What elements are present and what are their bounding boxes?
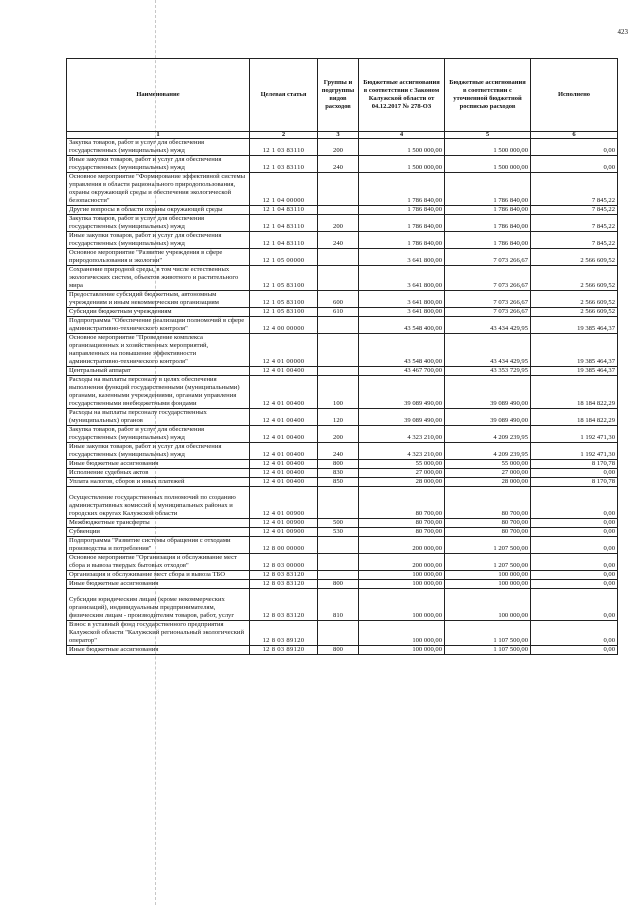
- row-name: Осуществление государственных полномочий по созданию административных комиссий в муниципальных районах и городских округах Калужской области: [67, 487, 250, 519]
- row-executed: 0,00: [531, 528, 618, 537]
- row-law-allocation: 100 000,00: [359, 580, 445, 589]
- row-executed: 7 845,22: [531, 232, 618, 249]
- table-row: [67, 334, 618, 367]
- row-expense-group: [318, 571, 359, 580]
- row-expense-group: 800: [318, 580, 359, 589]
- row-law-allocation: 39 089 490,00: [359, 376, 445, 409]
- row-name: Другие вопросы в области охраны окружающей среды: [67, 206, 250, 215]
- row-name: Субсидии юридическим лицам (кроме некоммерческих организаций), индивидуальным предпринимателям, физическим лицам - производителям товаров, работ, услуг: [67, 589, 250, 621]
- row-executed: 19 385 464,37: [531, 317, 618, 334]
- column-number: 1: [67, 132, 250, 139]
- table-row: [67, 519, 618, 528]
- row-executed: 0,00: [531, 589, 618, 621]
- row-executed: 19 385 464,37: [531, 367, 618, 376]
- table-row: [67, 621, 618, 646]
- header-target-article: Целевая статья: [250, 59, 318, 132]
- row-expense-group: [318, 367, 359, 376]
- row-name: Взнос в уставный фонд государственного предприятия Калужской области "Калужский региональный экологический оператор": [67, 621, 250, 646]
- row-target-article: 12 8 03 89120: [250, 646, 318, 655]
- row-target-article: 12 1 04 83110: [250, 232, 318, 249]
- row-target-article: 12 4 01 00400: [250, 469, 318, 478]
- row-law-allocation: 55 000,00: [359, 460, 445, 469]
- row-target-article: 12 8 03 83120: [250, 589, 318, 621]
- table-row: [67, 249, 618, 266]
- row-name: Иные бюджетные ассигнования: [67, 580, 250, 589]
- row-target-article: 12 4 00 00000: [250, 317, 318, 334]
- table-row: [67, 317, 618, 334]
- row-expense-group: [318, 621, 359, 646]
- row-target-article: 12 1 04 00000: [250, 173, 318, 206]
- row-name: Исполнение судебных актов: [67, 469, 250, 478]
- table-row: [67, 537, 618, 554]
- row-executed: 0,00: [531, 139, 618, 156]
- table-row: [67, 528, 618, 537]
- row-refined-allocation: 80 700,00: [445, 519, 531, 528]
- row-executed: 7 845,22: [531, 173, 618, 206]
- row-executed: 0,00: [531, 554, 618, 571]
- row-target-article: 12 1 04 83110: [250, 215, 318, 232]
- table-row: [67, 589, 618, 621]
- row-expense-group: [318, 249, 359, 266]
- row-name: Основное мероприятие "Развитие учреждения в сфере природопользования и экологии": [67, 249, 250, 266]
- row-refined-allocation: 100 000,00: [445, 571, 531, 580]
- table-row: [67, 308, 618, 317]
- table-row: [67, 460, 618, 469]
- row-name: Закупка товаров, работ и услуг для обеспечения государственных (муниципальных) нужд: [67, 139, 250, 156]
- row-target-article: 12 1 05 83100: [250, 308, 318, 317]
- row-name: Сохранение природной среды, в том числе естественных экологических систем, объектов животного и растительного мира: [67, 266, 250, 291]
- row-executed: 2 566 609,52: [531, 266, 618, 291]
- row-refined-allocation: 39 089 490,00: [445, 409, 531, 426]
- page-number: 423: [617, 28, 628, 36]
- row-refined-allocation: 100 000,00: [445, 589, 531, 621]
- row-refined-allocation: 1 107 500,00: [445, 621, 531, 646]
- row-expense-group: 500: [318, 519, 359, 528]
- row-name: Основное мероприятие "Формирование эффективной системы управления в области рационального природопользования, охраны окружающей среды и обеспечения экологической безопасности": [67, 173, 250, 206]
- table-row: [67, 173, 618, 206]
- table-row: [67, 469, 618, 478]
- table-row: [67, 478, 618, 487]
- row-refined-allocation: 55 000,00: [445, 460, 531, 469]
- row-executed: 2 566 609,52: [531, 291, 618, 308]
- row-executed: 18 184 822,29: [531, 409, 618, 426]
- row-refined-allocation: 1 786 840,00: [445, 173, 531, 206]
- row-name: Иные бюджетные ассигнования: [67, 460, 250, 469]
- table-row: [67, 580, 618, 589]
- table-row: [67, 443, 618, 460]
- row-law-allocation: 1 786 840,00: [359, 173, 445, 206]
- row-refined-allocation: 1 500 000,00: [445, 156, 531, 173]
- row-refined-allocation: 1 786 840,00: [445, 215, 531, 232]
- row-name: Субвенции: [67, 528, 250, 537]
- row-refined-allocation: 43 434 429,95: [445, 334, 531, 367]
- row-law-allocation: 100 000,00: [359, 571, 445, 580]
- row-name: Подпрограмма "Обеспечение реализации полномочий в сфере административно-технического контроля": [67, 317, 250, 334]
- row-expense-group: 200: [318, 215, 359, 232]
- row-law-allocation: 1 786 840,00: [359, 232, 445, 249]
- row-target-article: 12 4 01 00400: [250, 409, 318, 426]
- header-name: Наименование: [67, 59, 250, 132]
- row-executed: 8 170,78: [531, 478, 618, 487]
- table-row: [67, 215, 618, 232]
- row-executed: 0,00: [531, 646, 618, 655]
- row-law-allocation: 3 641 800,00: [359, 266, 445, 291]
- row-name: Основное мероприятие "Организация и обслуживание мест сбора и вывоза твердых бытовых отходов": [67, 554, 250, 571]
- row-law-allocation: 200 000,00: [359, 554, 445, 571]
- row-law-allocation: 100 000,00: [359, 589, 445, 621]
- row-expense-group: 200: [318, 426, 359, 443]
- column-number-row: [67, 132, 618, 139]
- row-expense-group: 810: [318, 589, 359, 621]
- row-target-article: 12 1 04 83110: [250, 206, 318, 215]
- row-law-allocation: 4 323 210,00: [359, 426, 445, 443]
- row-target-article: 12 1 03 83110: [250, 139, 318, 156]
- row-target-article: 12 4 01 00400: [250, 376, 318, 409]
- row-expense-group: 200: [318, 139, 359, 156]
- row-executed: 0,00: [531, 571, 618, 580]
- row-target-article: 12 8 03 83120: [250, 580, 318, 589]
- row-executed: 19 385 464,37: [531, 334, 618, 367]
- row-name: Закупка товаров, работ и услуг для обеспечения государственных (муниципальных) нужд: [67, 215, 250, 232]
- header-refined-allocation: Бюджетные ассигнования в соответствии с уточненной бюджетной росписью расходов: [445, 59, 531, 132]
- row-refined-allocation: 7 073 266,67: [445, 249, 531, 266]
- row-law-allocation: 200 000,00: [359, 537, 445, 554]
- row-expense-group: 800: [318, 460, 359, 469]
- row-expense-group: 240: [318, 156, 359, 173]
- row-refined-allocation: 7 073 266,67: [445, 266, 531, 291]
- row-law-allocation: 3 641 800,00: [359, 308, 445, 317]
- row-expense-group: 830: [318, 469, 359, 478]
- row-law-allocation: 27 000,00: [359, 469, 445, 478]
- row-name: Иные закупки товаров, работ и услуг для обеспечения государственных (муниципальных) нужд: [67, 443, 250, 460]
- row-name: Уплата налогов, сборов и иных платежей: [67, 478, 250, 487]
- row-refined-allocation: 27 000,00: [445, 469, 531, 478]
- row-executed: 7 845,22: [531, 215, 618, 232]
- row-refined-allocation: 43 353 729,95: [445, 367, 531, 376]
- row-executed: 0,00: [531, 487, 618, 519]
- row-name: Расходы на выплаты персоналу в целях обеспечения выполнения функций государственными (муниципальными) органами, казенными учреждениями, органами управления государственными внебюджетными фондами: [67, 376, 250, 409]
- row-law-allocation: 1 786 840,00: [359, 215, 445, 232]
- table-row: [67, 156, 618, 173]
- row-refined-allocation: 7 073 266,67: [445, 291, 531, 308]
- table-row: [67, 409, 618, 426]
- row-refined-allocation: 80 700,00: [445, 487, 531, 519]
- row-name: Основное мероприятие "Проведение комплекса организационных и хозяйственных мероприятий, направленных на повышение эффективности административно-технического контроля": [67, 334, 250, 367]
- table-row: [67, 571, 618, 580]
- row-target-article: 12 8 03 89120: [250, 621, 318, 646]
- row-law-allocation: 43 548 400,00: [359, 334, 445, 367]
- row-refined-allocation: 1 107 500,00: [445, 646, 531, 655]
- row-expense-group: 240: [318, 232, 359, 249]
- row-target-article: 12 4 01 00400: [250, 443, 318, 460]
- row-executed: 0,00: [531, 519, 618, 528]
- row-target-article: 12 4 01 00900: [250, 528, 318, 537]
- row-law-allocation: 1 500 000,00: [359, 156, 445, 173]
- row-refined-allocation: 1 207 500,00: [445, 554, 531, 571]
- row-target-article: 12 4 01 00400: [250, 426, 318, 443]
- row-law-allocation: 3 641 800,00: [359, 249, 445, 266]
- row-refined-allocation: 1 786 840,00: [445, 232, 531, 249]
- row-name: Подпрограмма "Развитие системы обращения с отходами производства и потребления": [67, 537, 250, 554]
- row-refined-allocation: 1 500 000,00: [445, 139, 531, 156]
- row-expense-group: 610: [318, 308, 359, 317]
- row-refined-allocation: 4 209 239,95: [445, 426, 531, 443]
- row-expense-group: [318, 206, 359, 215]
- row-name: Центральный аппарат: [67, 367, 250, 376]
- row-expense-group: [318, 266, 359, 291]
- row-expense-group: [318, 334, 359, 367]
- row-expense-group: 120: [318, 409, 359, 426]
- header-expense-group: Группы и подгруппы видов расходов: [318, 59, 359, 132]
- row-law-allocation: 43 467 700,00: [359, 367, 445, 376]
- row-target-article: 12 1 03 83110: [250, 156, 318, 173]
- row-executed: 8 170,78: [531, 460, 618, 469]
- row-name: Межбюджетные трансферты: [67, 519, 250, 528]
- row-name: Иные бюджетные ассигнования: [67, 646, 250, 655]
- row-refined-allocation: 80 700,00: [445, 528, 531, 537]
- table-header-row: [67, 59, 618, 132]
- column-number: 3: [318, 132, 359, 139]
- table-row: [67, 206, 618, 215]
- row-executed: 2 566 609,52: [531, 308, 618, 317]
- row-name: Иные закупки товаров, работ и услуг для обеспечения государственных (муниципальных) нужд: [67, 232, 250, 249]
- header-executed: Исполнено: [531, 59, 618, 132]
- row-executed: 0,00: [531, 580, 618, 589]
- row-expense-group: [318, 487, 359, 519]
- row-executed: 0,00: [531, 469, 618, 478]
- table-row: [67, 487, 618, 519]
- row-executed: 1 192 471,30: [531, 426, 618, 443]
- row-target-article: 12 8 00 00000: [250, 537, 318, 554]
- row-target-article: 12 4 01 00400: [250, 367, 318, 376]
- column-number: 5: [445, 132, 531, 139]
- row-executed: 7 845,22: [531, 206, 618, 215]
- row-target-article: 12 4 01 00900: [250, 487, 318, 519]
- table-row: [67, 554, 618, 571]
- row-refined-allocation: 39 089 490,00: [445, 376, 531, 409]
- row-executed: 18 184 822,29: [531, 376, 618, 409]
- table-row: [67, 646, 618, 655]
- row-law-allocation: 100 000,00: [359, 621, 445, 646]
- row-expense-group: [318, 554, 359, 571]
- row-law-allocation: 4 323 210,00: [359, 443, 445, 460]
- row-law-allocation: 80 700,00: [359, 487, 445, 519]
- row-law-allocation: 80 700,00: [359, 519, 445, 528]
- row-law-allocation: 80 700,00: [359, 528, 445, 537]
- column-number: 4: [359, 132, 445, 139]
- row-target-article: 12 4 01 00900: [250, 519, 318, 528]
- row-refined-allocation: 1 786 840,00: [445, 206, 531, 215]
- row-target-article: 12 4 01 00000: [250, 334, 318, 367]
- budget-table: [66, 58, 618, 655]
- table-row: [67, 232, 618, 249]
- row-name: Закупка товаров, работ и услуг для обеспечения государственных (муниципальных) нужд: [67, 426, 250, 443]
- row-refined-allocation: 100 000,00: [445, 580, 531, 589]
- row-expense-group: 850: [318, 478, 359, 487]
- table-row: [67, 376, 618, 409]
- row-target-article: 12 8 03 00000: [250, 554, 318, 571]
- row-refined-allocation: 1 207 500,00: [445, 537, 531, 554]
- table-row: [67, 266, 618, 291]
- column-number: 6: [531, 132, 618, 139]
- table-row: [67, 426, 618, 443]
- row-target-article: 12 8 03 83120: [250, 571, 318, 580]
- row-expense-group: 530: [318, 528, 359, 537]
- header-law-allocation: Бюджетные ассигнования в соответствии с Законом Калужской области от 04.12.2017 № 278-ОЗ: [359, 59, 445, 132]
- row-expense-group: 100: [318, 376, 359, 409]
- row-refined-allocation: 4 209 239,95: [445, 443, 531, 460]
- table-row: [67, 367, 618, 376]
- row-refined-allocation: 28 000,00: [445, 478, 531, 487]
- table-row: [67, 139, 618, 156]
- row-refined-allocation: 43 434 429,95: [445, 317, 531, 334]
- row-expense-group: 600: [318, 291, 359, 308]
- row-law-allocation: 1 786 840,00: [359, 206, 445, 215]
- row-law-allocation: 39 089 490,00: [359, 409, 445, 426]
- row-executed: 0,00: [531, 621, 618, 646]
- row-expense-group: [318, 173, 359, 206]
- row-expense-group: [318, 537, 359, 554]
- row-refined-allocation: 7 073 266,67: [445, 308, 531, 317]
- row-name: Расходы на выплаты персоналу государственных (муниципальных) органов: [67, 409, 250, 426]
- row-target-article: 12 1 05 83100: [250, 291, 318, 308]
- table-row: [67, 291, 618, 308]
- row-name: Иные закупки товаров, работ и услуг для обеспечения государственных (муниципальных) нужд: [67, 156, 250, 173]
- row-executed: 0,00: [531, 537, 618, 554]
- table-body: [67, 132, 618, 655]
- row-target-article: 12 4 01 00400: [250, 460, 318, 469]
- row-target-article: 12 1 05 83100: [250, 266, 318, 291]
- row-executed: 2 566 609,52: [531, 249, 618, 266]
- row-law-allocation: 100 000,00: [359, 646, 445, 655]
- row-name: Субсидии бюджетным учреждениям: [67, 308, 250, 317]
- row-name: Предоставление субсидий бюджетным, автономным учреждениям и иным некоммерческим организациям: [67, 291, 250, 308]
- column-number: 2: [250, 132, 318, 139]
- row-target-article: 12 1 05 00000: [250, 249, 318, 266]
- row-expense-group: 240: [318, 443, 359, 460]
- row-name: Организация и обслуживание мест сбора и вывоза ТБО: [67, 571, 250, 580]
- row-law-allocation: 3 641 800,00: [359, 291, 445, 308]
- row-expense-group: 800: [318, 646, 359, 655]
- row-law-allocation: 28 000,00: [359, 478, 445, 487]
- row-target-article: 12 4 01 00400: [250, 478, 318, 487]
- row-law-allocation: 1 500 000,00: [359, 139, 445, 156]
- row-executed: 0,00: [531, 156, 618, 173]
- row-expense-group: [318, 317, 359, 334]
- row-law-allocation: 43 548 400,00: [359, 317, 445, 334]
- row-executed: 1 192 471,30: [531, 443, 618, 460]
